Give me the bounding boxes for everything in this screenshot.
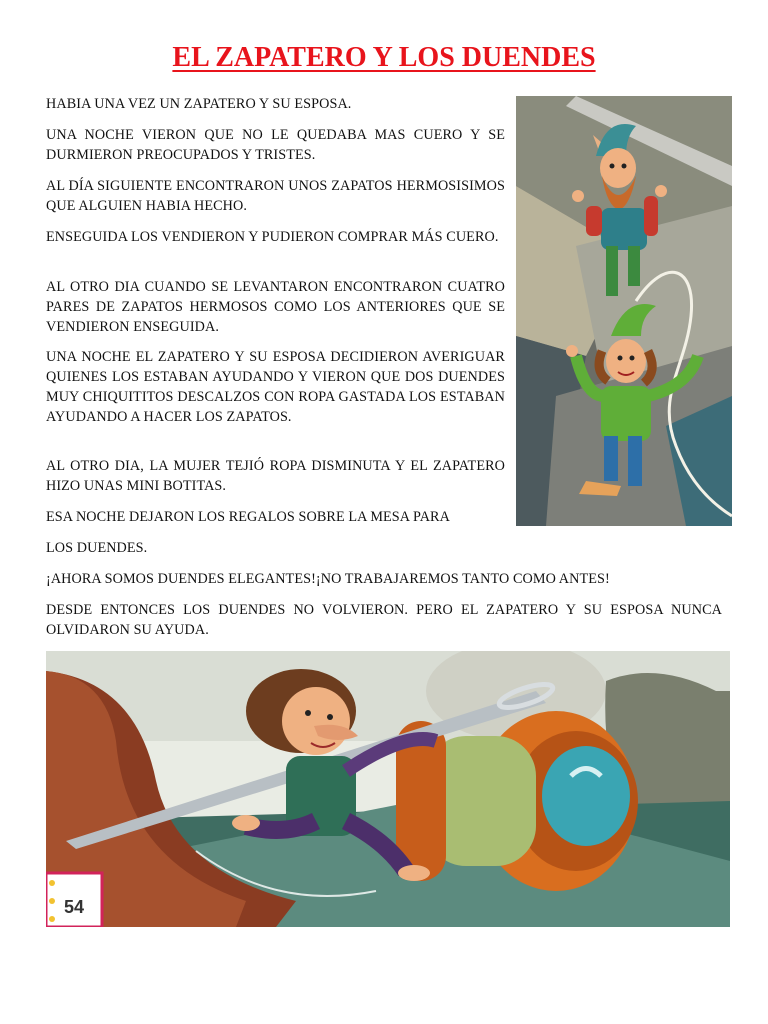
paragraph-9: LOS DUENDES. (46, 540, 148, 556)
paragraph-2: UNA NOCHE VIERON QUE NO LE QUEDABA MAS CUERO Y SE DURMIERON PREOCUPADOS Y TRISTES. (46, 127, 505, 163)
elves-illustration (516, 96, 732, 526)
paragraph-1: HABIA UNA VEZ UN ZAPATERO Y SU ESPOSA. (46, 96, 352, 112)
paragraph-10: ¡AHORA SOMOS DUENDES ELEGANTES!¡NO TRABAJAREMOS TANTO COMO ANTES! (46, 571, 610, 587)
paragraph-8: ESA NOCHE DEJARON LOS REGALOS SOBRE LA MESA PARA (46, 509, 450, 525)
paragraph-4: ENSEGUIDA LOS VENDIERON Y PUDIERON COMPRAR MÁS CUERO. (46, 229, 499, 245)
paragraph-7: AL OTRO DIA, LA MUJER TEJIÓ ROPA DISMINUTA Y EL ZAPATERO HIZO UNAS MINI BOTITAS. (46, 458, 505, 494)
page-title: EL ZAPATERO Y LOS DUENDES (172, 42, 596, 73)
paragraph-5: AL OTRO DIA CUANDO SE LEVANTARON ENCONTRARON CUATRO PARES DE ZAPATOS HERMOSOS COMO LOS ANTERIORES QUE SE VENDIERON ENSEGUIDA. (46, 279, 505, 335)
paragraph-11: DESDE ENTONCES LOS DUENDES NO VOLVIERON. PERO EL ZAPATERO Y SU ESPOSA NUNCA OLVIDARON SU AYUDA. (46, 602, 722, 638)
paragraph-6: UNA NOCHE EL ZAPATERO Y SU ESPOSA DECIDIERON AVERIGUAR QUIENES LOS ESTABAN AYUDANDO Y VIERON QUE DOS DUENDES MUY CHIQUITITOS DESCALZOS CON ROPA GASTADA LOS ESTABAN AYUDANDO A HACER LOS ZAPATOS. (46, 349, 505, 425)
elf-needle-spool-illustration (46, 651, 730, 927)
paragraph-3: AL DÍA SIGUIENTE ENCONTRARON UNOS ZAPATOS HERMOSISIMOS QUE ALGUIEN HABIA HECHO. (46, 178, 505, 214)
page-number: 54 (64, 897, 85, 917)
